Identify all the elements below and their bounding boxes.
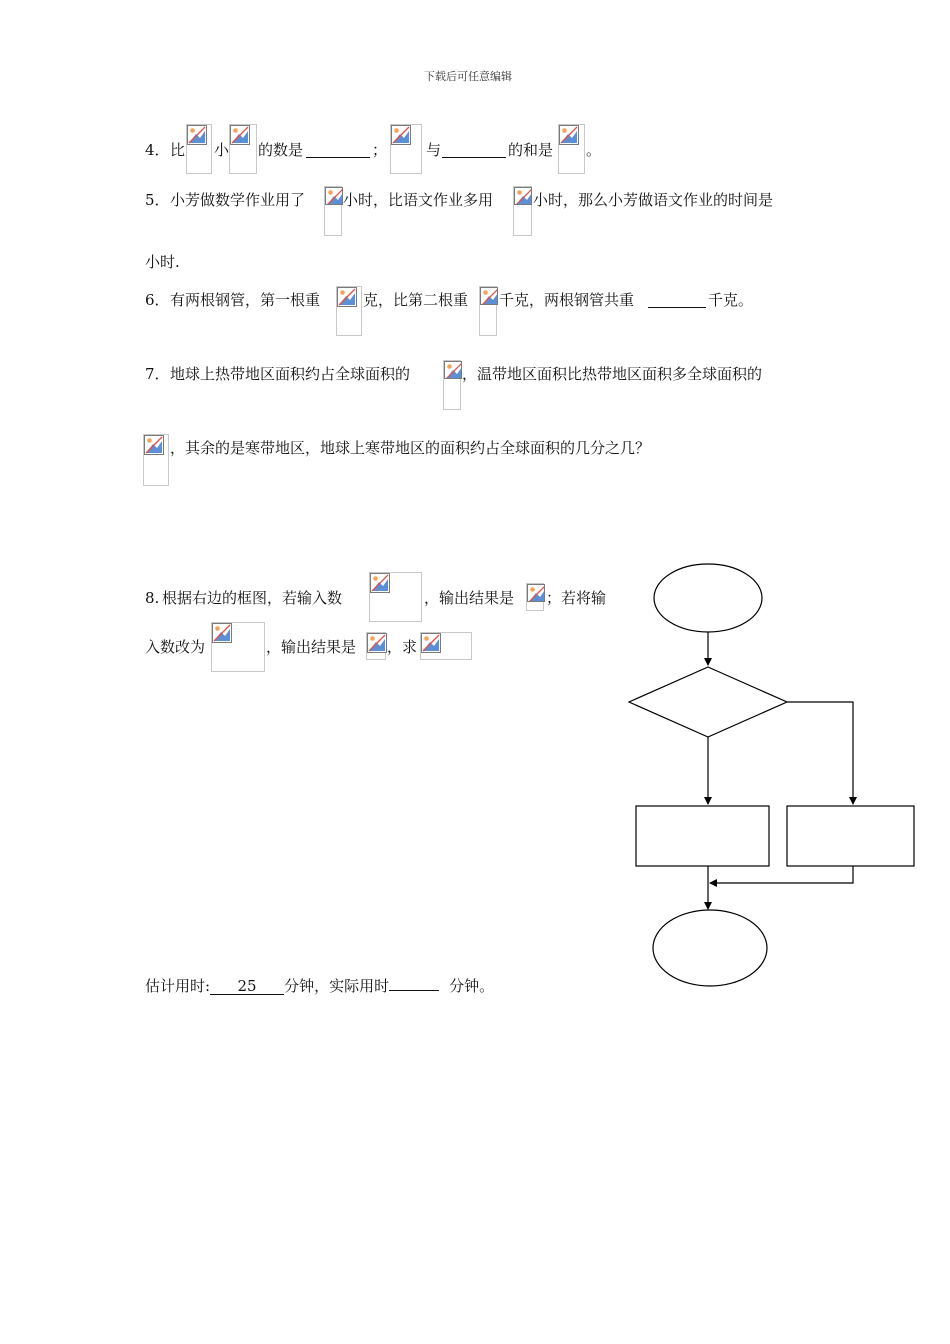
question-5-text-1: 小芳做数学作业用了 (170, 191, 306, 209)
image-placeholder (479, 286, 497, 336)
question-8-num: 8. (145, 589, 160, 607)
image-placeholder (186, 124, 212, 174)
question-8-text-1: 根据右边的框图，若输入数 (162, 589, 343, 607)
question-4-text-5: 与 (426, 141, 442, 159)
broken-image-icon (514, 187, 532, 205)
footer-label-minutes: 分钟。 (449, 977, 495, 995)
question-5-num: 5． (145, 191, 170, 209)
image-placeholder (443, 360, 461, 410)
end-oval (653, 910, 767, 986)
broken-image-icon (212, 623, 232, 643)
question-6-num: 6． (145, 291, 170, 309)
question-4-num: 4． (145, 141, 170, 159)
image-placeholder (211, 622, 265, 672)
question-6-text-1: 有两根钢管，第一根重 (170, 291, 321, 309)
connector-decision-right-box (787, 702, 853, 804)
image-placeholder (336, 286, 362, 336)
question-4-text-7: 。 (586, 141, 602, 159)
question-4-text-1: 比 (170, 141, 186, 159)
estimated-time-value: 25 (210, 978, 284, 995)
image-placeholder (558, 124, 585, 174)
image-placeholder (513, 186, 532, 236)
question-7-num: 7． (145, 365, 170, 383)
question-6-text-2: 克，比第二根重 (363, 291, 469, 309)
decision-diamond (629, 667, 787, 737)
question-6-text-4: 千克。 (708, 291, 754, 309)
image-placeholder (143, 434, 169, 486)
start-oval (654, 564, 762, 632)
broken-image-icon (527, 584, 545, 602)
broken-image-icon (559, 125, 579, 145)
broken-image-icon (230, 125, 250, 145)
image-placeholder (366, 632, 386, 660)
broken-image-icon (367, 633, 387, 653)
broken-image-icon (187, 125, 207, 145)
broken-image-icon (370, 573, 390, 593)
question-8-text-4: 入数改为 (145, 638, 206, 656)
question-7-text-2: ，温带地区面积比热带地区面积多全球面积的 (462, 365, 763, 383)
process-box-right (787, 806, 914, 866)
question-8-text-5: ，输出结果是 (266, 638, 357, 656)
broken-image-icon (391, 125, 411, 145)
broken-image-icon (144, 435, 164, 455)
footer-label-actual: 分钟，实际用时 (284, 977, 390, 995)
footer-line (145, 974, 494, 996)
question-4-text-4: ； (372, 141, 388, 159)
question-4-text-6: 的和是 (508, 141, 554, 159)
image-placeholder (369, 572, 422, 622)
question-8-text-2: ，输出结果是 (424, 589, 515, 607)
question-6-text-3: 千克，两根钢管共重 (499, 291, 635, 309)
question-5-text-4: 小时. (145, 253, 180, 271)
broken-image-icon (325, 187, 343, 205)
image-placeholder (526, 583, 544, 611)
question-5-text-3: 小时，那么小芳做语文作业的时间是 (533, 191, 774, 209)
question-8-text-6: ，求 (387, 638, 418, 656)
broken-image-icon (421, 633, 441, 653)
answer-blank[interactable] (648, 292, 706, 308)
image-placeholder (229, 124, 257, 174)
answer-blank[interactable] (442, 142, 506, 158)
question-7-text-3: ，其余的是寒带地区，地球上寒带地区的面积约占全球面积的几分之几？ (170, 439, 651, 457)
question-7-text-1: 地球上热带地区面积约占全球面积的 (170, 365, 411, 383)
broken-image-icon (444, 361, 462, 379)
process-box-left (636, 806, 769, 866)
answer-blank[interactable] (306, 142, 370, 158)
question-8-text-3: ；若将输 (546, 589, 607, 607)
question-4-text-2: 小 (214, 141, 230, 159)
question-4-text-3: 的数是 (258, 141, 304, 159)
broken-image-icon (480, 287, 498, 305)
question-5-text-2: 小时，比语文作业多用 (343, 191, 494, 209)
actual-time-blank[interactable] (389, 974, 439, 991)
page-header: 下载后可任意编辑 (424, 70, 512, 83)
connector-right-box-merge (710, 866, 853, 883)
broken-image-icon (337, 287, 357, 307)
flowchart-diagram (620, 555, 920, 995)
footer-label-estimated: 估计用时: (145, 977, 211, 995)
image-placeholder (390, 124, 422, 174)
image-placeholder (324, 186, 342, 236)
image-placeholder (420, 632, 472, 660)
